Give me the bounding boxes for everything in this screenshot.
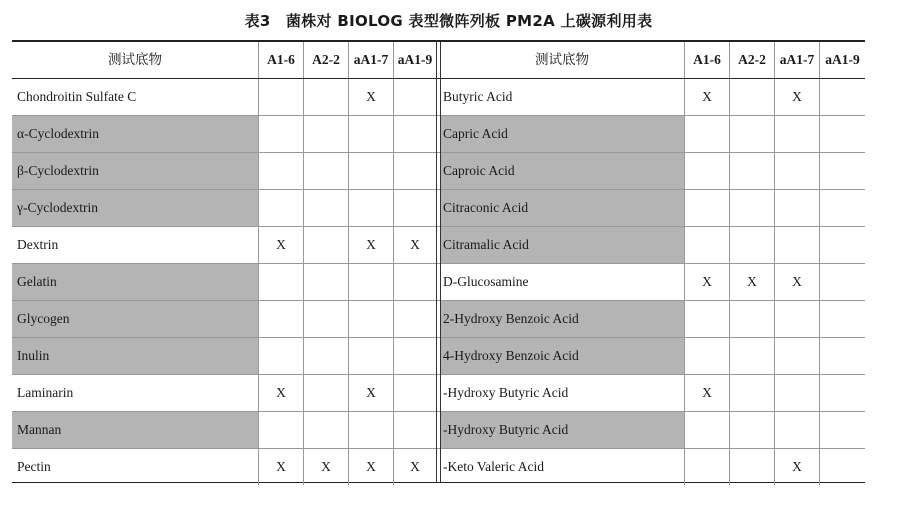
utilization-mark: X — [303, 449, 348, 485]
substrate-name: Caproic Acid — [440, 153, 684, 189]
substrate-name: -Hydroxy Butyric Acid — [440, 412, 684, 448]
substrate-name: Chondroitin Sulfate C — [17, 89, 137, 104]
utilization-mark — [729, 338, 774, 374]
utilization-mark — [258, 153, 303, 189]
utilization-mark — [684, 301, 729, 337]
utilization-mark — [348, 412, 393, 448]
header-strain: aA1-9 — [393, 42, 436, 78]
utilization-mark — [258, 116, 303, 152]
utilization-mark — [393, 301, 436, 337]
substrate-name: Butyric Acid — [443, 89, 513, 104]
utilization-mark — [774, 338, 819, 374]
utilization-mark — [393, 412, 436, 448]
utilization-mark — [258, 301, 303, 337]
substrate-name: Citraconic Acid — [440, 190, 684, 226]
utilization-mark — [348, 116, 393, 152]
utilization-mark — [393, 79, 436, 115]
utilization-mark — [303, 412, 348, 448]
utilization-mark: X — [258, 375, 303, 411]
utilization-mark — [258, 412, 303, 448]
header-strain: A2-2 — [303, 42, 348, 78]
utilization-mark: X — [393, 227, 436, 263]
utilization-mark — [819, 301, 865, 337]
substrate-name: Laminarin — [17, 385, 74, 400]
header-strain: A2-2 — [729, 42, 774, 78]
utilization-mark: X — [729, 264, 774, 300]
utilization-mark — [258, 264, 303, 300]
utilization-mark — [258, 338, 303, 374]
utilization-mark: X — [684, 79, 729, 115]
header-strain: A1-6 — [258, 42, 303, 78]
utilization-mark — [819, 190, 865, 226]
utilization-mark — [819, 449, 865, 485]
substrate-name: Dextrin — [17, 237, 59, 252]
utilization-mark — [684, 227, 729, 263]
substrate-name: -Hydroxy Butyric Acid — [443, 385, 569, 400]
substrate-name: D-Glucosamine — [443, 274, 529, 289]
utilization-mark — [819, 227, 865, 263]
header-substrate-right: 测试底物 — [535, 52, 589, 68]
utilization-mark — [684, 190, 729, 226]
utilization-mark — [819, 412, 865, 448]
utilization-mark: X — [348, 227, 393, 263]
substrate-name: Mannan — [12, 412, 258, 448]
utilization-mark — [819, 264, 865, 300]
utilization-mark — [774, 190, 819, 226]
utilization-mark — [684, 116, 729, 152]
substrate-name: 4-Hydroxy Benzoic Acid — [440, 338, 684, 374]
utilization-mark — [729, 153, 774, 189]
utilization-mark: X — [684, 264, 729, 300]
utilization-mark: X — [348, 375, 393, 411]
substrate-name: Gelatin — [12, 264, 258, 300]
utilization-mark — [303, 153, 348, 189]
utilization-mark — [774, 301, 819, 337]
utilization-mark — [393, 116, 436, 152]
utilization-mark — [729, 116, 774, 152]
utilization-mark — [774, 116, 819, 152]
utilization-mark: X — [774, 264, 819, 300]
utilization-mark — [393, 338, 436, 374]
utilization-mark — [303, 227, 348, 263]
utilization-mark — [729, 412, 774, 448]
utilization-mark — [348, 264, 393, 300]
utilization-mark — [258, 190, 303, 226]
substrate-name: Capric Acid — [440, 116, 684, 152]
utilization-mark — [303, 301, 348, 337]
utilization-mark — [303, 375, 348, 411]
utilization-mark — [819, 375, 865, 411]
utilization-mark — [303, 116, 348, 152]
utilization-mark — [393, 375, 436, 411]
utilization-mark — [348, 153, 393, 189]
substrate-name: β-Cyclodextrin — [12, 153, 258, 189]
substrate-name: 2-Hydroxy Benzoic Acid — [440, 301, 684, 337]
utilization-mark — [729, 375, 774, 411]
utilization-mark: X — [258, 227, 303, 263]
utilization-mark — [684, 153, 729, 189]
substrate-name: Glycogen — [12, 301, 258, 337]
utilization-mark — [729, 79, 774, 115]
carbon-source-table — [12, 40, 865, 483]
substrate-name: Citramalic Acid — [440, 227, 684, 263]
utilization-mark: X — [774, 449, 819, 485]
utilization-mark: X — [348, 449, 393, 485]
utilization-mark — [303, 79, 348, 115]
utilization-mark — [684, 412, 729, 448]
utilization-mark — [348, 190, 393, 226]
substrate-name: α-Cyclodextrin — [12, 116, 258, 152]
utilization-mark — [348, 338, 393, 374]
utilization-mark: X — [393, 449, 436, 485]
utilization-mark — [303, 190, 348, 226]
utilization-mark — [729, 449, 774, 485]
utilization-mark — [729, 190, 774, 226]
utilization-mark — [819, 79, 865, 115]
utilization-mark — [729, 227, 774, 263]
header-strain: aA1-7 — [348, 42, 393, 78]
utilization-mark — [819, 338, 865, 374]
substrate-name: Inulin — [12, 338, 258, 374]
utilization-mark — [774, 412, 819, 448]
utilization-mark — [303, 338, 348, 374]
utilization-mark — [258, 79, 303, 115]
substrate-name: -Keto Valeric Acid — [443, 459, 544, 474]
utilization-mark — [348, 301, 393, 337]
utilization-mark: X — [684, 375, 729, 411]
utilization-mark — [819, 116, 865, 152]
utilization-mark — [684, 338, 729, 374]
header-strain: aA1-9 — [819, 42, 865, 78]
utilization-mark — [774, 227, 819, 263]
substrate-name: Pectin — [17, 459, 51, 474]
utilization-mark — [393, 190, 436, 226]
substrate-name: γ-Cyclodextrin — [12, 190, 258, 226]
header-strain: aA1-7 — [774, 42, 819, 78]
utilization-mark: X — [774, 79, 819, 115]
utilization-mark — [819, 153, 865, 189]
utilization-mark — [393, 264, 436, 300]
utilization-mark — [774, 153, 819, 189]
header-substrate-left: 测试底物 — [108, 52, 162, 68]
utilization-mark — [729, 301, 774, 337]
utilization-mark: X — [258, 449, 303, 485]
utilization-mark — [684, 449, 729, 485]
header-strain: A1-6 — [684, 42, 729, 78]
utilization-mark — [303, 264, 348, 300]
utilization-mark: X — [348, 79, 393, 115]
utilization-mark — [774, 375, 819, 411]
utilization-mark — [393, 153, 436, 189]
table-title: 表3 菌株对 BIOLOG 表型微阵列板 PM2A 上碳源利用表 — [244, 12, 653, 30]
column-divider — [436, 42, 441, 482]
